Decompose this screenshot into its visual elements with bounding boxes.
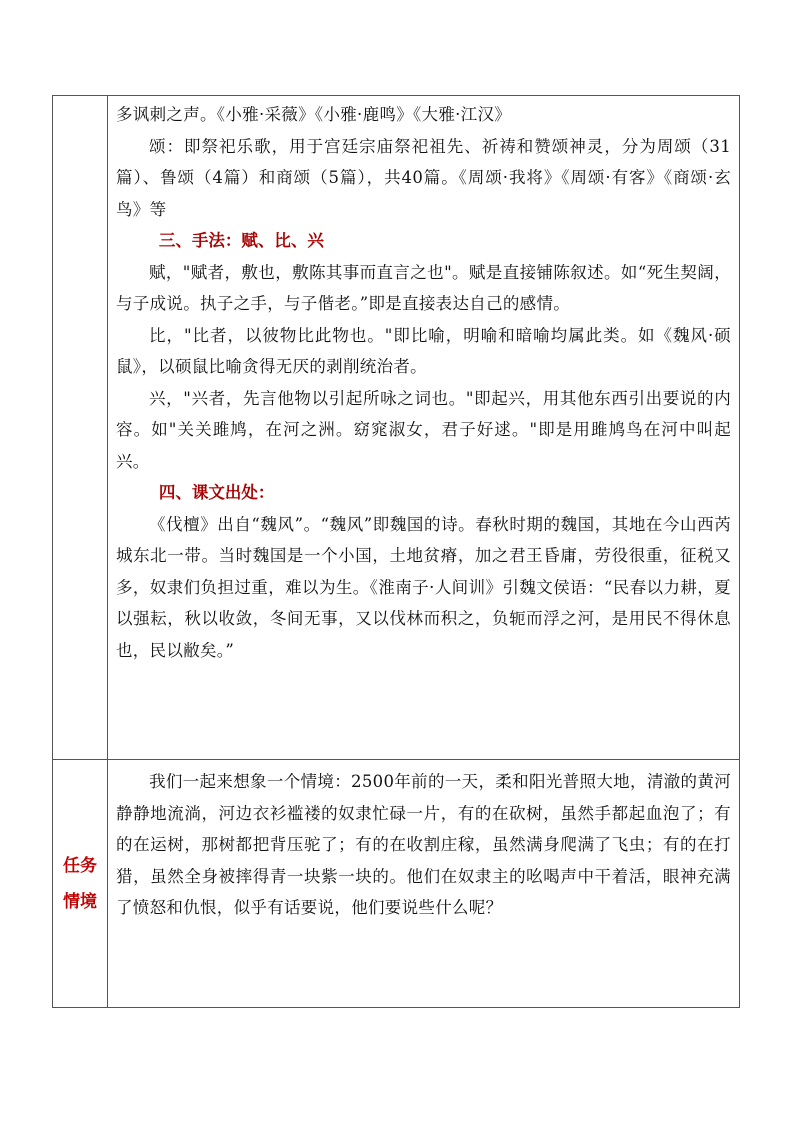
task-label xyxy=(53,848,107,920)
text-paragraph: 多讽刺之声。《小雅·采薇》《小雅·鹿鸣》《大雅·江汉》 xyxy=(116,105,512,124)
text-paragraph: 比，"比者，以彼物比此物也。"即比喻，明喻和暗喻均属此类。如《魏风·硕鼠》，以硕鼠比喻贪得无厌的剥削统治者。 xyxy=(116,325,731,376)
task-content-cell xyxy=(108,760,740,1008)
text-paragraph: 赋，"赋者，敷也，敷陈其事而直言之也"。赋是直接铺陈叙述。如“死生契阔，与子成说。执子之手，与子偕老。”即是直接表达自己的感情。 xyxy=(116,262,731,313)
text-paragraph: 《伐檀》出自“魏风”。“魏风”即魏国的诗。春秋时期的魏国，其地在今山西芮城东北一带。当时魏国是一个小国，土地贫瘠，加之君王昏庸，劳役很重，征税又多，奴隶们负担过重，难以为生。《淮南子·人间训》引魏文侯语：“民春以力耕，夏以强耘，秋以收敛，冬间无事，又以伐林而积之，负轭而浮之河，是用民不得休息也，民以敝矣。” xyxy=(116,514,731,660)
section-heading: 四、课文出处： xyxy=(158,483,275,502)
text-paragraph: 我们一起来想象一个情境：2500年前的一天，柔和阳光普照大地，清澈的黄河静静地流淌，河边衣衫褴褛的奴隶忙碌一片，有的在砍树，虽然手都起血泡了；有的在运树，那树都把背压驼了；有的在收割庄稼，虽然满身爬满了飞虫；有的在打猎，虽然全身被摔得青一块紫一块的。他们在奴隶主的吆喝声中干着活，眼神充满了愤怒和仇恨，似乎有话要说，他们要说些什么呢？ xyxy=(116,772,731,917)
lesson-table xyxy=(52,95,740,1008)
table-row xyxy=(53,760,740,1008)
task-label-cell xyxy=(53,760,108,1008)
text-paragraph: 颂：即祭祀乐歌，用于宫廷宗庙祭祀祖先、祈祷和赞颂神灵，分为周颂（31篇）、鲁颂（4篇）和商颂（5篇），共40篇。《周颂·我将》《周颂·有客》《商颂·玄鸟》等 xyxy=(116,136,731,219)
table-row xyxy=(53,96,740,760)
content-cell xyxy=(108,96,740,760)
text-paragraph: 兴，"兴者，先言他物以引起所咏之词也。"即起兴，用其他东西引出要说的内容。如"关关雎鸠，在河之洲。窈窕淑女，君子好逑。"即是用雎鸠鸟在河中叫起兴。 xyxy=(116,388,731,471)
section-heading: 三、手法：赋、比、兴 xyxy=(158,231,324,250)
task-label-line: 任务 xyxy=(63,855,97,876)
task-label-line: 情境 xyxy=(63,891,97,912)
empty-label-cell xyxy=(53,96,108,760)
